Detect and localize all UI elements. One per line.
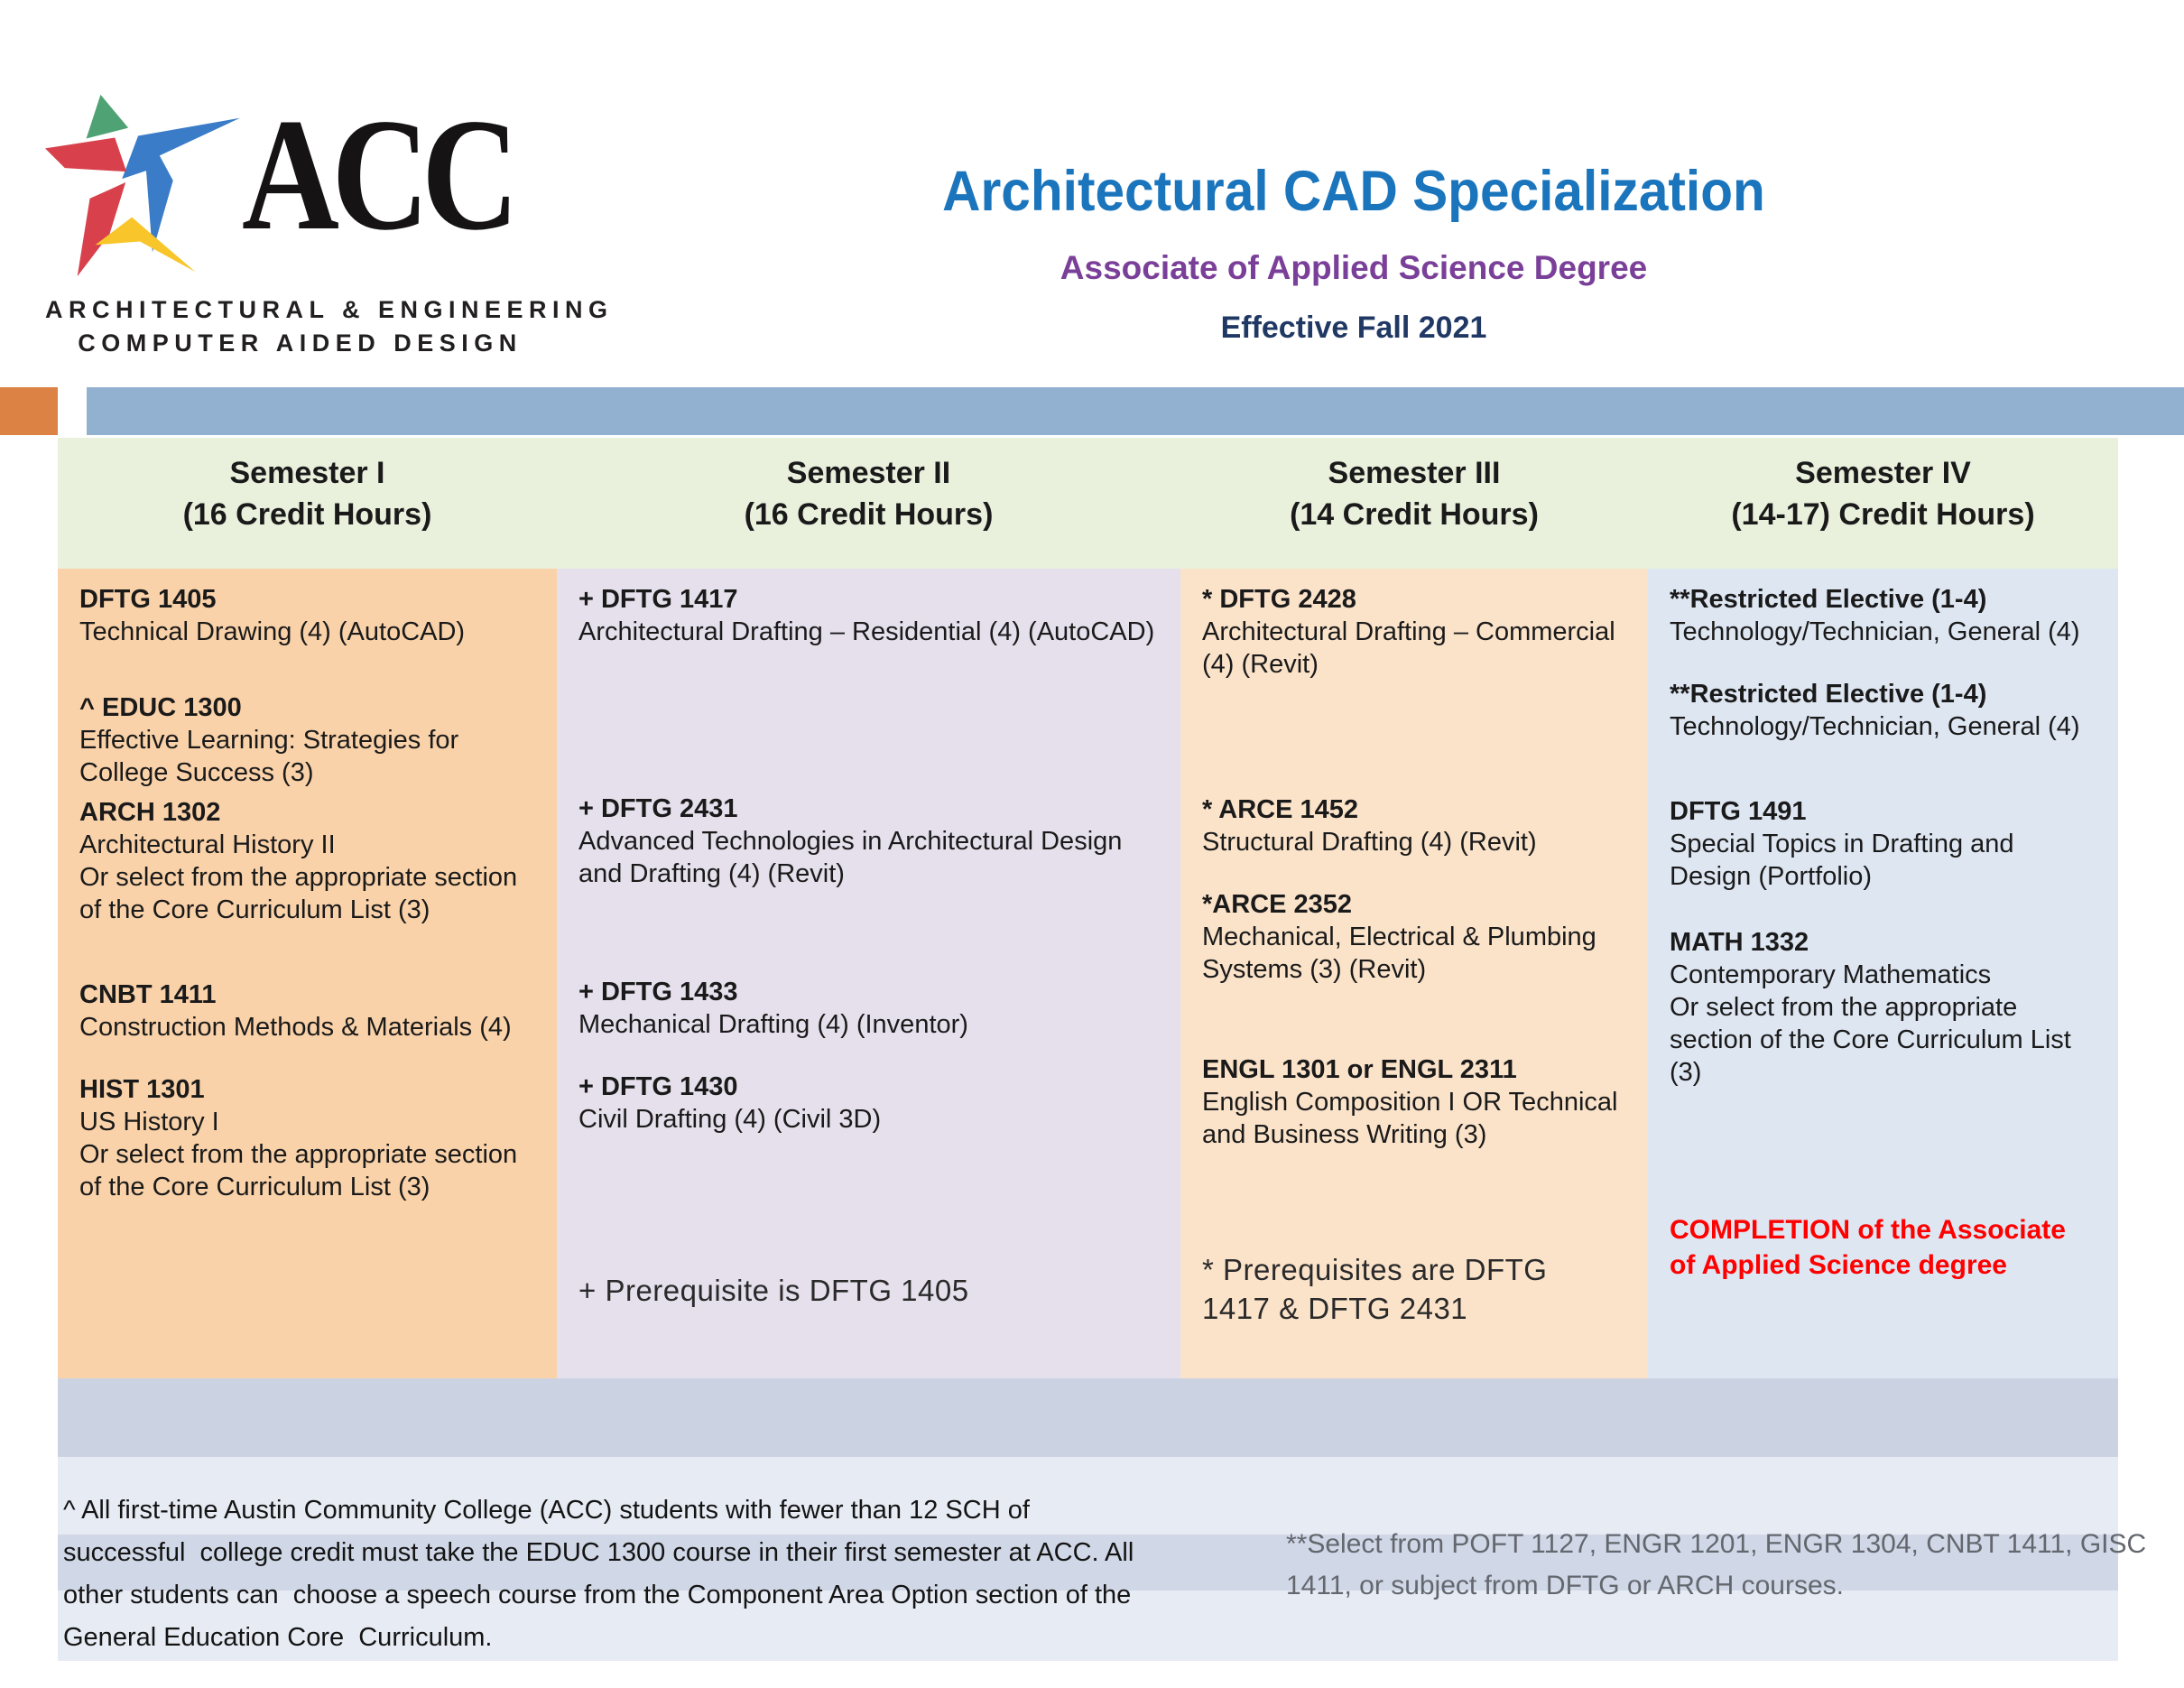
course-code: DFTG 1491	[1670, 797, 1807, 826]
course-code: **Restricted Elective (1-4)	[1670, 585, 1987, 614]
course-code: ARCH 1302	[79, 798, 221, 827]
footnote-line: other students can choose a speech course from the Component Area Option section of the	[63, 1581, 1132, 1609]
footnote-left	[63, 1489, 1134, 1659]
semester2-header	[557, 438, 1180, 569]
course-block	[1670, 678, 2102, 743]
table-header-row	[58, 438, 2118, 569]
course-desc: Civil Drafting (4) (Civil 3D)	[578, 1105, 882, 1134]
course-desc: Contemporary Mathematics	[1670, 960, 1992, 989]
course-code: + DFTG 2431	[578, 794, 738, 823]
course-block	[1670, 926, 2102, 1089]
column-semester1	[58, 569, 557, 1378]
course-block	[578, 1071, 1164, 1136]
deco-blue-band	[87, 387, 2184, 435]
course-block	[1202, 793, 1632, 858]
semester3-credits: (14 Credit Hours)	[1290, 497, 1539, 532]
course-block	[79, 691, 541, 789]
course-desc: Construction Methods & Materials (4)	[79, 1013, 512, 1042]
course-code: HIST 1301	[79, 1075, 205, 1104]
course-code: DFTG 1405	[79, 585, 217, 614]
course-desc: Advanced Technologies in Architectural Design and Drafting (4) (Revit)	[578, 827, 1123, 888]
effective-date: Effective Fall 2021	[1220, 311, 1487, 345]
course-code: + DFTG 1417	[578, 585, 738, 614]
course-code: **Restricted Elective (1-4)	[1670, 680, 1987, 709]
course-block	[79, 978, 541, 1043]
course-desc: Technical Drawing (4) (AutoCAD)	[79, 617, 466, 646]
semester3-title: Semester III	[1328, 456, 1501, 490]
prereq-note-semester2: + Prerequisite is DFTG 1405	[578, 1274, 969, 1307]
course-code: CNBT 1411	[79, 980, 217, 1009]
course-block	[578, 793, 1164, 890]
course-code: MATH 1332	[1670, 928, 1809, 957]
footnote-line: General Education Core Curriculum.	[63, 1623, 493, 1652]
course-code: *ARCE 2352	[1202, 890, 1353, 919]
course-desc: English Composition I OR Technical and Business Writing (3)	[1202, 1088, 1618, 1149]
course-desc: Architectural Drafting – Commercial (4) (Revit)	[1202, 617, 1615, 679]
course-block	[1670, 583, 2102, 648]
course-desc: Technology/Technician, General (4)	[1670, 617, 2080, 646]
logo-acronym: ACC	[242, 85, 512, 264]
course-code: * ARCE 1452	[1202, 795, 1359, 824]
course-desc: Architectural History II	[79, 830, 336, 859]
semester3-header	[1180, 438, 1648, 569]
course-block	[578, 583, 1164, 648]
logo-caption	[45, 293, 614, 360]
course-block	[79, 1073, 541, 1203]
course-desc-alt: Or select from the appropriate section of the Core Curriculum List (3)	[1670, 993, 2071, 1087]
course-code: ^ EDUC 1300	[79, 693, 242, 722]
semester1-credits: (16 Credit Hours)	[182, 497, 432, 532]
prereq-note-semester3: * Prerequisites are DFTG 1417 & DFTG 2431	[1202, 1253, 1548, 1325]
course-code: ENGL 1301 or ENGL 2311	[1202, 1055, 1517, 1084]
semester1-header	[58, 438, 557, 569]
footnote-line: 1411, or subject from DFTG or ARCH courses.	[1286, 1571, 1844, 1600]
semester4-title: Semester IV	[1795, 456, 1971, 490]
course-code: * DFTG 2428	[1202, 585, 1356, 614]
column-semester4	[1648, 569, 2118, 1378]
course-block	[1670, 795, 2102, 893]
course-desc-alt: Or select from the appropriate section of the Core Curriculum List (3)	[79, 1140, 518, 1201]
course-code: + DFTG 1430	[578, 1072, 738, 1101]
acc-star-icon	[45, 94, 242, 279]
course-desc: Architectural Drafting – Residential (4) (AutoCAD)	[578, 617, 1155, 646]
course-block	[1202, 583, 1632, 681]
course-block	[79, 796, 541, 926]
course-desc: Mechanical, Electrical & Plumbing Systems (3) (Revit)	[1202, 923, 1596, 984]
course-block	[1202, 1053, 1632, 1151]
semester4-header	[1648, 438, 2118, 569]
course-desc: US History I	[79, 1108, 219, 1136]
column-semester2	[557, 569, 1180, 1378]
course-desc: Special Topics in Drafting and Design (Portfolio)	[1670, 830, 2014, 891]
footnote-right	[1286, 1524, 2146, 1607]
course-block	[1202, 888, 1632, 986]
footer-panel	[58, 1457, 2147, 1661]
acc-logo	[45, 72, 614, 360]
deco-orange-block	[0, 387, 58, 435]
semester4-credits: (14-17) Credit Hours)	[1731, 497, 2035, 532]
semester1-title: Semester I	[229, 456, 385, 490]
logo-caption-line2: COMPUTER AIDED DESIGN	[78, 329, 523, 357]
page-title: Architectural CAD Specialization	[942, 160, 1765, 223]
semester2-credits: (16 Credit Hours)	[744, 497, 994, 532]
title-block	[740, 159, 1967, 346]
course-block	[578, 976, 1164, 1041]
course-desc: Technology/Technician, General (4)	[1670, 712, 2080, 741]
semester2-title: Semester II	[786, 456, 951, 490]
course-code: + DFTG 1433	[578, 978, 738, 1006]
course-desc: Mechanical Drafting (4) (Inventor)	[578, 1010, 968, 1039]
logo-caption-line1: ARCHITECTURAL & ENGINEERING	[45, 296, 614, 323]
course-block	[79, 583, 541, 648]
footnote-line: successful college credit must take the EDUC 1300 course in their first semester at ACC. All	[63, 1538, 1134, 1567]
course-desc-alt: Or select from the appropriate section of the Core Curriculum List (3)	[79, 863, 518, 924]
page-subtitle: Associate of Applied Science Degree	[1060, 249, 1648, 286]
bottom-band	[58, 1378, 2118, 1457]
completion-note: COMPLETION of the Associate of Applied Science degree	[1670, 1215, 2066, 1280]
footnote-line: **Select from POFT 1127, ENGR 1201, ENGR 1304, CNBT 1411, GISC	[1286, 1529, 2147, 1559]
course-desc: Effective Learning: Strategies for College Success (3)	[79, 726, 459, 787]
footnote-line: ^ All first-time Austin Community College (ACC) students with fewer than 12 SCH of	[63, 1496, 1030, 1525]
column-semester3	[1180, 569, 1648, 1378]
curriculum-table-body	[58, 569, 2118, 1378]
course-desc: Structural Drafting (4) (Revit)	[1202, 828, 1537, 857]
